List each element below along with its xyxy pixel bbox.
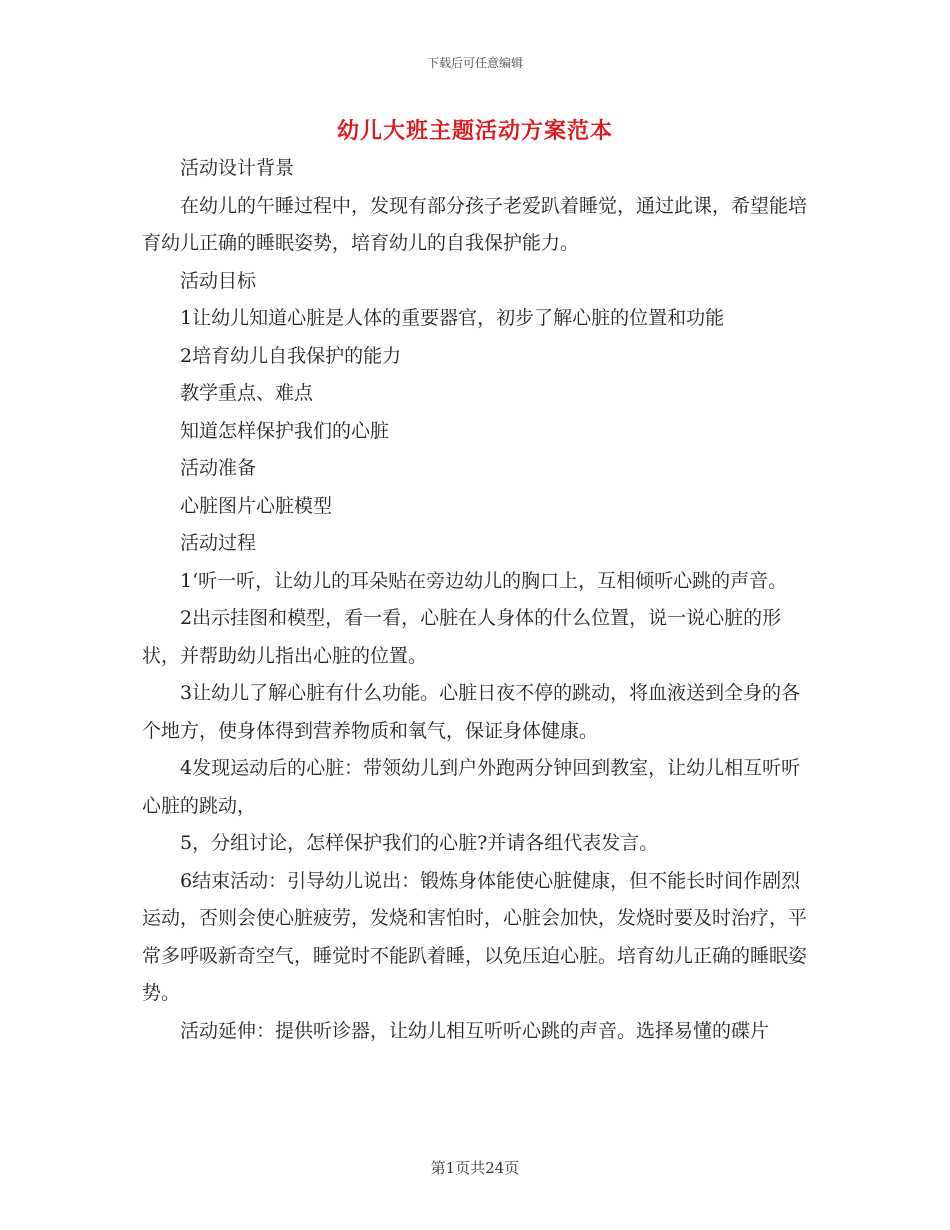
paragraph: 1让幼儿知道心脏是人体的重要器官，初步了解心脏的位置和功能 bbox=[180, 307, 725, 329]
paragraph: 2出示挂图和模型，看一看，心脏在人身体的什么位置，说一说心脏的形状，并帮助幼儿指出心脏的位置。 bbox=[142, 607, 782, 667]
paragraph-heading: 活动准备 bbox=[180, 457, 257, 479]
paragraph: 6结束活动：引导幼儿说出：锻炼身体能使心脏健康，但不能长时间作剧烈运动，否则会使心脏疲劳，发烧和害怕时，心脏会加快，发烧时要及时治疗，平常多呼吸新奇空气，睡觉时不能趴着睡，以免压迫心脏。培育幼儿正确的睡眠姿势。 bbox=[142, 869, 808, 1004]
paragraph: 3让幼儿了解心脏有什么功能。心脏日夜不停的跳动，将血液送到全身的各个地方，使身体得到营养物质和氧气，保证身体健康。 bbox=[142, 682, 801, 742]
paragraph: 心脏图片心脏模型 bbox=[180, 494, 333, 517]
paragraph: 4发现运动后的心脏：带领幼儿到户外跑两分钟回到教室，让幼儿相互听听心脏的跳动， bbox=[142, 757, 801, 817]
paragraph: 活动延伸：提供听诊器，让幼儿相互听听心跳的声音。选择易懂的碟片 bbox=[180, 1019, 770, 1042]
paragraph-heading: 活动设计背景 bbox=[180, 157, 295, 179]
paragraph: 5，分组讨论，怎样保护我们的心脏?并请各组代表发言。 bbox=[180, 832, 659, 854]
paragraph: 在幼儿的午睡过程中，发现有部分孩子老爱趴着睡觉，通过此课，希望能培育幼儿正确的睡眠姿势，培育幼儿的自我保护能力。 bbox=[142, 194, 808, 254]
paragraph-heading: 活动目标 bbox=[180, 269, 257, 292]
document-body bbox=[142, 150, 812, 1050]
paragraph: 知道怎样保护我们的心脏 bbox=[180, 419, 390, 442]
paragraph-heading: 教学重点、难点 bbox=[180, 382, 314, 404]
document-title: 幼儿大班主题活动方案范本 bbox=[336, 118, 613, 144]
paragraph-heading: 活动过程 bbox=[180, 532, 257, 554]
header-note: 下载后可任意编辑 bbox=[426, 56, 523, 70]
page-footer: 第1页共24页 bbox=[430, 1159, 520, 1177]
paragraph: 1‘听一听，让幼儿的耳朵贴在旁边幼儿的胸口上，互相倾听心跳的声音。 bbox=[180, 569, 788, 592]
paragraph: 2培育幼儿自我保护的能力 bbox=[180, 344, 402, 367]
